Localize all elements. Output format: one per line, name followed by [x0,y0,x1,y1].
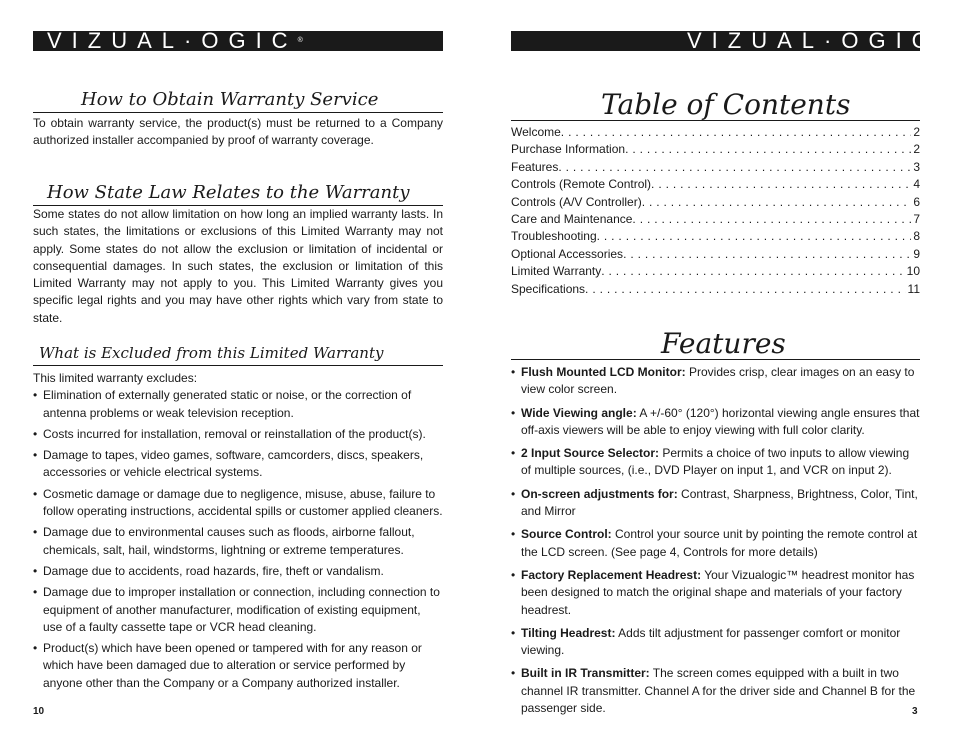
toc-entry-label: Controls (A/V Controller) [511,194,642,209]
toc-leader [585,281,905,298]
toc-entry-page: 11 [907,281,920,296]
toc-entry-label: Optional Accessories [511,246,624,261]
vizualogic-logo-right: VIZUAL·OGIC® [687,28,943,53]
feature-text: Adds tilt adjustment for passenger comfort or monitor viewing. [521,625,901,658]
feature-item [511,405,920,440]
feature-name: 2 Input Source Selector: [521,446,660,461]
toc-entry[interactable] [511,194,920,211]
exclusions-list [33,387,443,692]
feature-text: A +/-60° (120°) horizontal viewing angle ensures that off-axis viewers will be able to enjoy viewing with full color clarity. [521,405,920,437]
vizualogic-logo-left: VIZUAL·OGIC® [47,28,303,53]
section-title: What is Excluded from this Limited Warranty [39,344,384,362]
toc-leader [625,141,911,158]
toc-entry-label: Welcome [511,125,561,139]
page-number-right: 3 [912,706,918,717]
feature-item [511,665,920,717]
list-item: • Damage due to environmental causes such as floods, airborne fallout, chemicals, salt, hail, windstorms, lightning or extreme temperatures. [33,524,443,559]
toc-entry[interactable] [511,246,920,263]
features-list [511,364,920,717]
feature-item [511,567,920,619]
list-item: • Elimination of externally generated static or noise, or the correction of antenna problems or weak television reception. [33,387,443,422]
toc-entry[interactable] [511,281,920,298]
feature-text: Control your source unit by pointing the remote control at the LCD screen. (See page 4, Controls for more details) [521,527,918,559]
feature-name: Tilting Headrest: [521,625,616,640]
feature-text: Provides crisp, clear images on an easy to view color screen. [521,365,915,397]
list-item: • Cosmetic damage or damage due to negligence, misuse, abuse, failure to follow operating instructions, accidental spills or customer applied cleaners. [33,486,443,521]
toc-entry[interactable] [511,263,920,280]
feature-name: Built in IR Transmitter: [521,666,650,681]
toc-entry-label: Limited Warranty [511,264,602,279]
section-state-law [33,183,443,327]
feature-text: Permits a choice of two inputs to allow viewing of multiple sources, (i.e., DVD Player on input 1, and VCR on input 2). [521,446,910,478]
toc-entry-page: 3 [913,159,920,174]
toc-entry-label: Troubleshooting [511,229,597,244]
list-item: • Costs incurred for installation, removal or reinstallation of the product(s). [33,426,443,443]
toc-leader [623,246,911,263]
toc-entry[interactable] [511,228,920,245]
toc-leader [651,176,911,193]
table-of-contents [511,88,920,298]
section-body: Some states do not allow limitation on how long an implied warranty lasts. In such states, the limitations or exclusions of this Limited Warranty may not apply. Some states do not allow the exclusion or limitation of incidental or consequential damages. In such states, the exclusion or limitation of this Limited Warranty may not apply to you. This Limited Warranty gives you specific legal rights and you may have other rights which vary from state to state. [33,207,443,325]
feature-name: Source Control: [521,527,612,542]
toc-leader [632,211,911,228]
toc-leader [601,263,904,280]
toc-leader [558,159,911,176]
list-item: • Product(s) which have been opened or tampered with for any reason or which have been damaged due to alteration or service performed by anyone other than the Company or a Company authorized installer. [33,640,443,692]
section-title-rule [511,327,920,360]
section-title-rule [33,183,443,206]
toc-entry-page: 7 [913,212,920,227]
section-title-rule [33,343,443,366]
toc-entry-page: 6 [913,194,920,209]
toc-entry[interactable] [511,211,920,228]
feature-item [511,625,920,660]
toc-title: Table of Contents [601,88,851,121]
section-title-rule [511,88,920,121]
page-number-left: 10 [33,706,45,717]
toc-leader [642,194,912,211]
toc-entry[interactable] [511,159,920,176]
toc-entry-page: 2 [913,125,920,139]
right-page [511,0,920,738]
feature-name: Factory Replacement Headrest: [521,567,702,582]
toc-entry-label: Features [511,159,559,174]
feature-item [511,526,920,561]
toc-entry-label: Care and Maintenance [511,212,633,227]
features-title: Features [661,327,786,360]
toc-entry-label: Controls (Remote Control) [511,177,652,192]
section-title-rule [33,90,443,113]
section-body: To obtain warranty service, the product(s) must be returned to a Company authorized installer accompanied by proof of warranty coverage. [33,116,443,148]
feature-name: Wide Viewing angle: [521,405,637,420]
section-intro: This limited warranty excludes: [33,371,198,385]
feature-text: Your Vizualogic™ headrest monitor has been designed to match the original shape and materials of your factory headrest. [521,567,915,617]
toc-leader [561,124,912,141]
section-title: How State Law Relates to the Warranty [47,182,410,203]
toc-leader [597,228,912,245]
left-page [33,0,443,738]
toc-list [511,124,920,298]
feature-item [511,445,920,480]
section-exclusions [33,343,443,696]
feature-item [511,486,920,521]
feature-name: Flush Mounted LCD Monitor: [521,365,686,379]
feature-item [511,364,920,399]
section-obtain-warranty [33,90,443,150]
toc-entry-page: 10 [906,264,920,279]
list-item: • Damage due to accidents, road hazards, fire, theft or vandalism. [33,563,443,580]
toc-entry[interactable] [511,176,920,193]
section-title: How to Obtain Warranty Service [81,89,379,110]
list-item: • Damage due to improper installation or connection, including connection to equipment of another manufacturer, modification of existing equipment, use of a faulty cassette tape or VCR head cleaning. [33,584,443,636]
toc-entry-label: Specifications [511,281,586,296]
features-section [511,327,920,723]
toc-entry-label: Purchase Information [511,142,626,157]
toc-entry[interactable] [511,124,920,141]
toc-entry-page: 9 [913,246,920,261]
feature-text: Contrast, Sharpness, Brightness, Color, Tint, and Mirror [521,486,918,519]
feature-text: The screen comes equipped with a built in two channel IR transmitter. Channel A for the driver side and Channel B for the passenger side. [521,666,916,716]
toc-entry-page: 8 [913,229,920,244]
toc-entry[interactable] [511,141,920,158]
toc-entry-page: 2 [913,142,920,157]
list-item: • Damage to tapes, video games, software, camcorders, discs, speakers, accessories or vehicle electrical systems. [33,447,443,482]
toc-entry-page: 4 [913,177,920,192]
feature-name: On-screen adjustments for: [521,486,678,501]
